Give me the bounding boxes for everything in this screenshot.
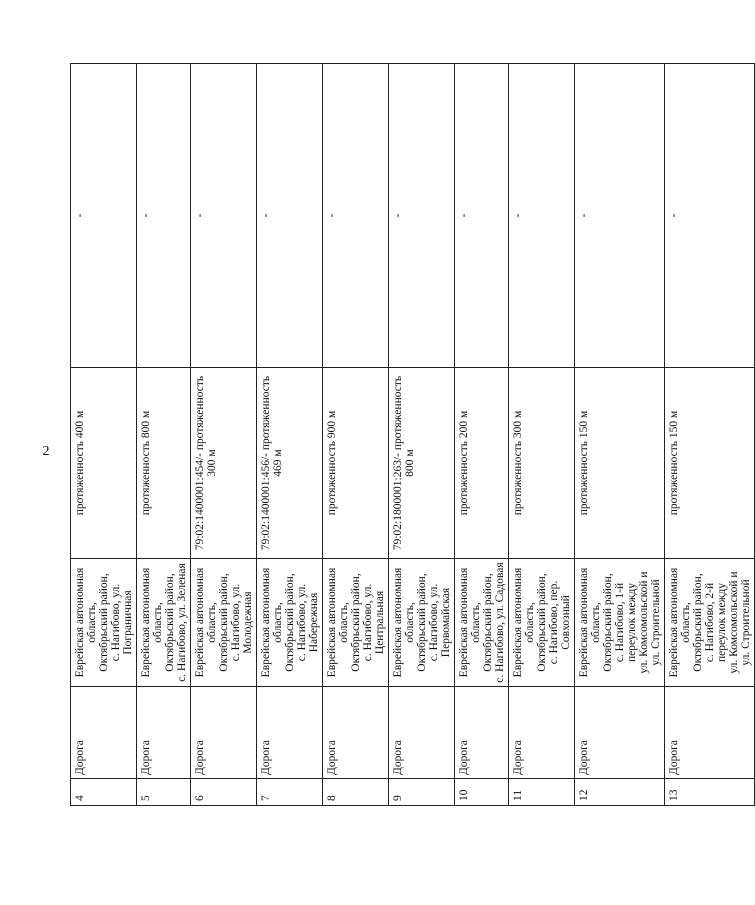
object-type: Дорога: [71, 687, 137, 779]
address-line: Октябрьский район,: [536, 573, 548, 672]
table-row: [191, 64, 257, 806]
address-line: Октябрьский район,: [350, 573, 362, 672]
address-line: с. Нагибово, ул. Пограничная: [110, 583, 134, 662]
object-type: Дорога: [191, 687, 257, 779]
additional-info: -: [191, 64, 257, 368]
characteristics-line: 79:02:1400001:454/- протяженность: [194, 375, 206, 551]
object-characteristics: [665, 368, 755, 559]
address-line: Еврейская автономная область,: [326, 567, 350, 678]
registry-table-container: [70, 64, 752, 806]
object-characteristics: [389, 368, 455, 559]
object-address: [389, 559, 455, 687]
address-line: Октябрьский район,: [416, 573, 428, 672]
object-address: [71, 559, 137, 687]
address-line: Еврейская автономная область,: [260, 567, 284, 678]
additional-info: -: [137, 64, 191, 368]
row-number: 11: [509, 779, 575, 806]
row-number: 9: [389, 779, 455, 806]
object-characteristics: [257, 368, 323, 559]
table-row: [509, 64, 575, 806]
characteristics-line: протяженность 900 м: [326, 410, 338, 516]
object-address: [191, 559, 257, 687]
table-row: [137, 64, 191, 806]
characteristics-line: протяженность 150 м: [578, 410, 590, 516]
address-line: Еврейская автономная область,: [578, 567, 602, 678]
address-line: Октябрьский район,: [164, 573, 176, 672]
object-type: Дорога: [575, 687, 665, 779]
row-number: 7: [257, 779, 323, 806]
object-characteristics: [509, 368, 575, 559]
row-number: 13: [665, 779, 755, 806]
characteristics-line: 469 м: [272, 449, 284, 477]
address-line: с. Нагибово, пер. Совхозный: [548, 580, 572, 665]
object-type: Дорога: [389, 687, 455, 779]
object-address: [509, 559, 575, 687]
object-characteristics: [191, 368, 257, 559]
row-number: 5: [137, 779, 191, 806]
additional-info: -: [509, 64, 575, 368]
object-type: Дорога: [665, 687, 755, 779]
additional-info: -: [575, 64, 665, 368]
address-line: Еврейская автономная область,: [392, 567, 416, 678]
object-address: [575, 559, 665, 687]
characteristics-line: протяженность 400 м: [74, 410, 86, 516]
row-number: 8: [323, 779, 389, 806]
characteristics-line: 300 м: [206, 449, 218, 477]
object-type: Дорога: [323, 687, 389, 779]
table-row: [455, 64, 509, 806]
address-line: Еврейская автономная область,: [458, 567, 482, 678]
object-characteristics: [575, 368, 665, 559]
address-line: Еврейская автономная область,: [140, 567, 164, 678]
row-number: 6: [191, 779, 257, 806]
address-line: Еврейская автономная область,: [74, 567, 98, 678]
address-line: с. Нагибово, ул. Набережная: [296, 583, 320, 662]
address-line: Октябрьский район,: [98, 573, 110, 672]
characteristics-line: протяженность 300 м: [512, 410, 524, 516]
rotated-table: [70, 64, 752, 806]
row-number: 10: [455, 779, 509, 806]
address-line: Октябрьский район,: [284, 573, 296, 672]
characteristics-line: протяженность 800 м: [140, 410, 152, 516]
address-line: Еврейская автономная область,: [512, 567, 536, 678]
characteristics-line: протяженность 200 м: [458, 410, 470, 516]
address-line: с. Нагибово, ул. Зеленая: [176, 563, 188, 682]
additional-info: -: [323, 64, 389, 368]
address-line: ул. Строительной: [740, 579, 752, 666]
object-address: [257, 559, 323, 687]
additional-info: -: [71, 64, 137, 368]
address-line: Еврейская автономная область,: [194, 567, 218, 678]
table-row: [665, 64, 755, 806]
row-number: 4: [71, 779, 137, 806]
additional-info: -: [455, 64, 509, 368]
address-line: с. Нагибово, ул. Садовая: [494, 562, 506, 683]
additional-info: -: [665, 64, 755, 368]
address-line: ул. Комсомольской и: [728, 571, 740, 674]
address-line: Октябрьский район,: [692, 573, 704, 672]
row-number: 12: [575, 779, 665, 806]
address-line: Еврейская автономная область,: [668, 567, 692, 678]
address-line: ул. Строительной: [650, 579, 662, 666]
characteristics-line: 79:02:1400001:456/- протяженность: [260, 375, 272, 551]
object-type: Дорога: [509, 687, 575, 779]
object-address: [665, 559, 755, 687]
characteristics-line: 79:02:1800001:263/- протяженность: [392, 375, 404, 551]
object-address: [323, 559, 389, 687]
address-line: с. Нагибово, 1-й переулок между: [614, 582, 638, 663]
registry-table: [70, 63, 755, 806]
page-number: 2: [42, 444, 50, 459]
registry-table-body: [71, 64, 755, 806]
characteristics-line: протяженность 150 м: [668, 410, 680, 516]
address-line: с. Нагибово, ул. Центральная: [362, 583, 386, 662]
address-line: ул. Комсомольской и: [638, 571, 650, 674]
object-type: Дорога: [455, 687, 509, 779]
object-characteristics: [137, 368, 191, 559]
table-row: [389, 64, 455, 806]
additional-info: -: [389, 64, 455, 368]
address-line: с. Нагибово, 2-й переулок между: [704, 582, 728, 663]
characteristics-line: 800 м: [404, 449, 416, 477]
address-line: с. Нагибово, ул. Молодежная: [230, 583, 254, 662]
table-row: [575, 64, 665, 806]
object-address: [137, 559, 191, 687]
table-row: [257, 64, 323, 806]
additional-info: -: [257, 64, 323, 368]
object-characteristics: [323, 368, 389, 559]
table-row: [71, 64, 137, 806]
object-characteristics: [455, 368, 509, 559]
object-address: [455, 559, 509, 687]
table-row: [323, 64, 389, 806]
object-type: Дорога: [257, 687, 323, 779]
address-line: Октябрьский район,: [218, 573, 230, 672]
address-line: с. Нагибово, ул. Первомайская: [428, 583, 452, 662]
address-line: Октябрьский район,: [602, 573, 614, 672]
object-type: Дорога: [137, 687, 191, 779]
object-characteristics: [71, 368, 137, 559]
address-line: Октябрьский район,: [482, 573, 494, 672]
